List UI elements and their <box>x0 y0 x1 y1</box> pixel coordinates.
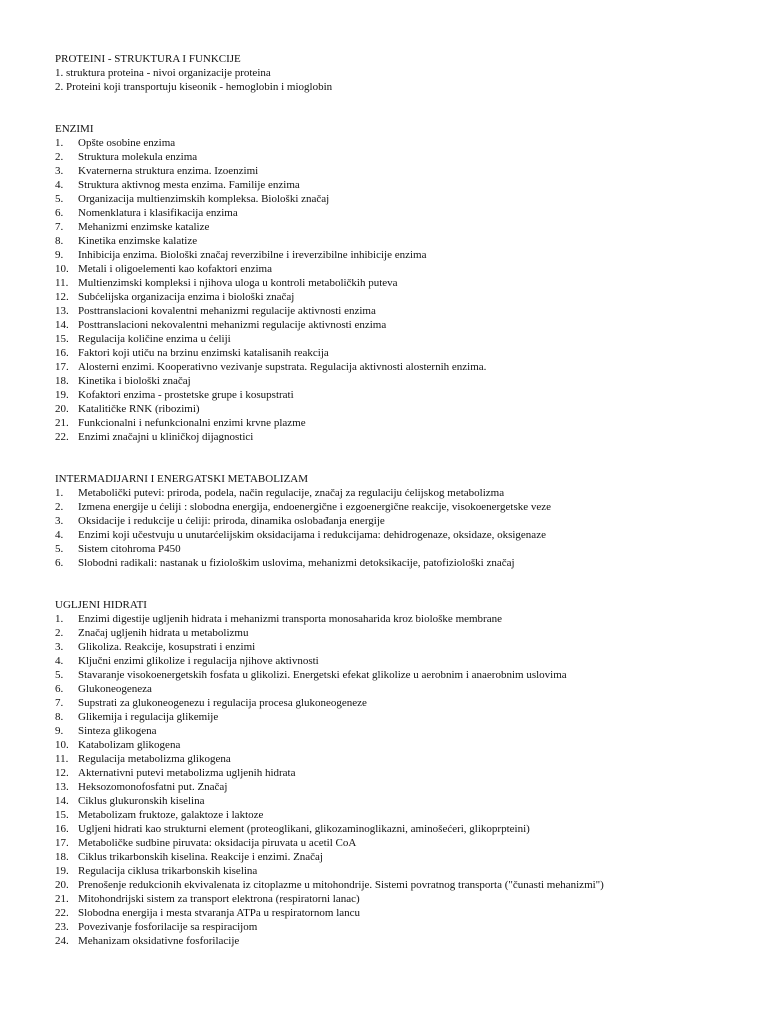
list-item <box>55 346 755 360</box>
list-item-number: 20. <box>55 879 69 891</box>
section-proteini <box>55 52 755 94</box>
list-item <box>55 500 755 514</box>
list-item <box>55 164 755 178</box>
list-item-text: Slobodni radikali: nastanak u fiziološkim uslovima, mehanizmi detoksikacije, patofiziološki značaj <box>78 557 515 569</box>
list-item-text: Metabolički putevi: priroda, podela, način regulacije, značaj za regulaciju ćelijskog metabolizma <box>78 487 505 499</box>
list-item-number: 14. <box>55 319 69 331</box>
list-item <box>55 430 755 444</box>
list-item-number: 11. <box>55 753 69 765</box>
list-item-number: 7. <box>55 697 64 709</box>
list-item-number: 5. <box>55 669 64 681</box>
list-item <box>55 654 755 668</box>
list-item <box>55 864 755 878</box>
list-item-text: Glukoneogeneza <box>78 683 152 695</box>
list-item-number: 13. <box>55 305 69 317</box>
list-item-number: 1. <box>55 613 64 625</box>
list-item-text: Inhibicija enzima. Biološki značaj reverzibilne i ireverzibilne inhibicije enzima <box>78 249 427 261</box>
list-item-number: 8. <box>55 235 64 247</box>
list-item-text: Izmena energije u ćeliji : slobodna energija, endoenergične i ezgoenergične reakcije, visokoenergetske veze <box>78 501 551 513</box>
list-item-number: 4. <box>55 179 64 191</box>
list-item-number: 5. <box>55 543 64 555</box>
list-item-text: Regulacija ciklusa trikarbonskih kiselina <box>78 865 258 877</box>
list-item <box>55 360 755 374</box>
list-item <box>55 290 755 304</box>
list-item <box>55 486 755 500</box>
list-item <box>55 332 755 346</box>
list-item <box>55 416 755 430</box>
list-item <box>55 612 755 626</box>
list-item-text: Metaboličke sudbine piruvata: oksidacija piruvata u acetil CoA <box>78 837 357 849</box>
list-item <box>55 724 755 738</box>
list-item-text: Multienzimski kompleksi i njihova uloga u kontroli metaboličkih puteva <box>78 277 398 289</box>
list-item <box>55 640 755 654</box>
list-item-number: 2. <box>55 151 64 163</box>
list-item-text: Enzimi značajni u kliničkoj dijagnostici <box>78 431 254 443</box>
list-item-text: Struktura molekula enzima <box>78 151 198 163</box>
list-item-number: 22. <box>55 907 69 919</box>
list-item-text: Heksozomonofosfatni put. Značaj <box>78 781 228 793</box>
list-item-text: Regulacija količine enzima u ćeliji <box>78 333 231 345</box>
section-heading: ENZIMI <box>55 123 94 135</box>
list-item-number: 21. <box>55 893 69 905</box>
list-item-text: Mehanizam oksidativne fosforilacije <box>78 935 240 947</box>
list-item-number: 12. <box>55 291 69 303</box>
list-item-number: 9. <box>55 725 64 737</box>
list-item-number: 21. <box>55 417 69 429</box>
list-item-number: 2. <box>55 627 64 639</box>
list-item-number: 16. <box>55 347 69 359</box>
list-item <box>55 374 755 388</box>
list-item-number: 22. <box>55 431 69 443</box>
list-item-text: Oksidacije i redukcije u ćeliji: priroda, dinamika oslobađanja energije <box>78 515 385 527</box>
list-item <box>55 178 755 192</box>
numbered-list <box>55 612 755 948</box>
list-item <box>55 318 755 332</box>
list-item-number: 18. <box>55 375 69 387</box>
list-item <box>55 822 755 836</box>
section-hidrati <box>55 598 755 948</box>
list-item <box>55 192 755 206</box>
list-item <box>55 780 755 794</box>
list-item <box>55 248 755 262</box>
list-item-number: 14. <box>55 795 69 807</box>
list-item-text: Stavaranje visokoenergetskih fosfata u glikolizi. Energetski efekat glikolize u aerobnim i anaerobnim uslovima <box>78 669 567 681</box>
numbered-list <box>55 136 755 444</box>
list-item-number: 7. <box>55 221 64 233</box>
list-item-number: 12. <box>55 767 69 779</box>
list-item-number: 2. <box>55 501 64 513</box>
list-item <box>55 668 755 682</box>
list-item <box>55 878 755 892</box>
list-item-text: Ciklus trikarbonskih kiselina. Reakcije i enzimi. Značaj <box>78 851 323 863</box>
list-item-text: Alosterni enzimi. Kooperativno vezivanje supstrata. Regulacija aktivnosti alosternih enzima. <box>78 361 487 373</box>
list-item-number: 20. <box>55 403 69 415</box>
list-item-text: Ključni enzimi glikolize i regulacija njihove aktivnosti <box>78 655 319 667</box>
list-item-text: Kinetika enzimske kalatize <box>78 235 198 247</box>
list-item-text: Značaj ugljenih hidrata u metabolizmu <box>78 627 249 639</box>
list-item-number: 10. <box>55 739 69 751</box>
list-item-number: 3. <box>55 641 64 653</box>
section-heading: INTERMADIJARNI I ENERGATSKI METABOLIZAM <box>55 473 309 485</box>
list-item-text: Posttranslacioni kovalentni mehanizmi regulacije aktivnosti enzima <box>78 305 376 317</box>
list-item <box>55 626 755 640</box>
list-item <box>55 836 755 850</box>
list-item-number: 23. <box>55 921 69 933</box>
list-item-text: Supstrati za glukoneogenezu i regulacija procesa glukoneogeneze <box>78 697 367 709</box>
list-item-number: 15. <box>55 809 69 821</box>
list-item-number: 3. <box>55 515 64 527</box>
list-item <box>55 920 755 934</box>
list-item-text: Nomenklatura i klasifikacija enzima <box>78 207 238 219</box>
list-item <box>55 514 755 528</box>
list-item <box>55 906 755 920</box>
list-item <box>55 136 755 150</box>
list-item-text: Katabolizam glikogena <box>78 739 181 751</box>
list-item <box>55 682 755 696</box>
list-item-number: 5. <box>55 193 64 205</box>
list-item-number: 6. <box>55 207 64 219</box>
list-item-text: Metabolizam fruktoze, galaktoze i laktoze <box>78 809 264 821</box>
list-item-number: 8. <box>55 711 64 723</box>
list-item-text: Mitohondrijski sistem za transport elektrona (respiratorni lanac) <box>78 893 360 905</box>
list-item-text: Subćelijska organizacija enzima i biološki značaj <box>78 291 295 303</box>
list-item-text: Sistem citohroma P450 <box>78 543 181 555</box>
section-heading: UGLJENI HIDRATI <box>55 599 147 611</box>
list-item-text: Metali i oligoelementi kao kofaktori enzima <box>78 263 272 275</box>
list-item <box>55 542 755 556</box>
section-heading: PROTEINI - STRUKTURA I FUNKCIJE <box>55 53 241 65</box>
list-item-number: 3. <box>55 165 64 177</box>
list-item-text: Regulacija metabolizma glikogena <box>78 753 231 765</box>
list-item-text: Katalitičke RNK (ribozimi) <box>78 403 200 415</box>
list-item <box>55 304 755 318</box>
list-item <box>55 234 755 248</box>
section-enzimi <box>55 122 755 444</box>
list-item <box>55 388 755 402</box>
list-item-number: 19. <box>55 865 69 877</box>
list-item-text: Akternativni putevi metabolizma ugljenih hidrata <box>78 767 296 779</box>
list-item <box>55 850 755 864</box>
list-item-number: 9. <box>55 249 64 261</box>
list-item-text: Kofaktori enzima - prostetske grupe i kosupstrati <box>78 389 294 401</box>
list-item-text: Organizacija multienzimskih kompleksa. Biološki značaj <box>78 193 330 205</box>
list-item-number: 15. <box>55 333 69 345</box>
list-item-text: Prenošenje redukcionih ekvivalenata iz citoplazme u mitohondrije. Sistemi povratnog transporta ("čunasti mehanizmi") <box>78 879 604 891</box>
list-item <box>55 738 755 752</box>
list-item-number: 1. <box>55 137 64 149</box>
text-line: 1. struktura proteina - nivoi organizacije proteina <box>55 67 271 79</box>
list-item <box>55 892 755 906</box>
list-item-number: 17. <box>55 361 69 373</box>
list-item-text: Ciklus glukuronskih kiselina <box>78 795 205 807</box>
list-item-number: 16. <box>55 823 69 835</box>
list-item-number: 19. <box>55 389 69 401</box>
list-item <box>55 808 755 822</box>
list-item <box>55 934 755 948</box>
list-item <box>55 794 755 808</box>
list-item <box>55 150 755 164</box>
list-item-text: Enzimi koji učestvuju u unutarćelijskim oksidacijama i redukcijama: dehidrogenaze, oksidaze, oksigenaze <box>78 529 546 541</box>
list-item-number: 4. <box>55 529 64 541</box>
list-item-text: Mehanizmi enzimske katalize <box>78 221 210 233</box>
list-item-number: 11. <box>55 277 69 289</box>
list-item-text: Posttranslacioni nekovalentni mehanizmi regulacije aktivnosti enzima <box>78 319 387 331</box>
list-item <box>55 276 755 290</box>
list-item-number: 6. <box>55 557 64 569</box>
list-item <box>55 220 755 234</box>
list-item <box>55 752 755 766</box>
list-item <box>55 696 755 710</box>
list-item <box>55 402 755 416</box>
list-item-text: Opšte osobine enzima <box>78 137 176 149</box>
section-metabolizam <box>55 472 755 570</box>
list-item-number: 13. <box>55 781 69 793</box>
list-item-number: 1. <box>55 487 64 499</box>
list-item <box>55 710 755 724</box>
list-item-text: Ugljeni hidrati kao strukturni element (proteoglikani, glikozaminoglikazni, aminošećeri, glikoprpteini) <box>78 823 530 835</box>
list-item-text: Enzimi digestije ugljenih hidrata i mehanizmi transporta monosaharida kroz biološke membrane <box>78 613 502 625</box>
list-item-text: Struktura aktivnog mesta enzima. Familije enzima <box>78 179 300 191</box>
list-item-text: Glikemija i regulacija glikemije <box>78 711 219 723</box>
list-item-number: 6. <box>55 683 64 695</box>
list-item-number: 4. <box>55 655 64 667</box>
list-item-number: 18. <box>55 851 69 863</box>
list-item <box>55 262 755 276</box>
list-item <box>55 206 755 220</box>
list-item-text: Kvaternerna struktura enzima. Izoenzimi <box>78 165 259 177</box>
text-line: 2. Proteini koji transportuju kiseonik - hemoglobin i mioglobin <box>55 81 333 93</box>
list-item <box>55 528 755 542</box>
list-item-number: 10. <box>55 263 69 275</box>
list-item-text: Povezivanje fosforilacije sa respiracijom <box>78 921 258 933</box>
list-item-text: Sinteza glikogena <box>78 725 157 737</box>
list-item-text: Funkcionalni i nefunkcionalni enzimi krvne plazme <box>78 417 306 429</box>
list-item-number: 24. <box>55 935 69 947</box>
list-item-text: Glikoliza. Reakcije, kosupstrati i enzimi <box>78 641 256 653</box>
numbered-list <box>55 486 755 570</box>
list-item-text: Slobodna energija i mesta stvaranja ATPa u respiratornom lancu <box>78 907 361 919</box>
list-item <box>55 556 755 570</box>
list-item-text: Kinetika i biološki značaj <box>78 375 191 387</box>
list-item <box>55 766 755 780</box>
list-item-text: Faktori koji utiču na brzinu enzimski katalisanih reakcija <box>78 347 329 359</box>
list-item-number: 17. <box>55 837 69 849</box>
